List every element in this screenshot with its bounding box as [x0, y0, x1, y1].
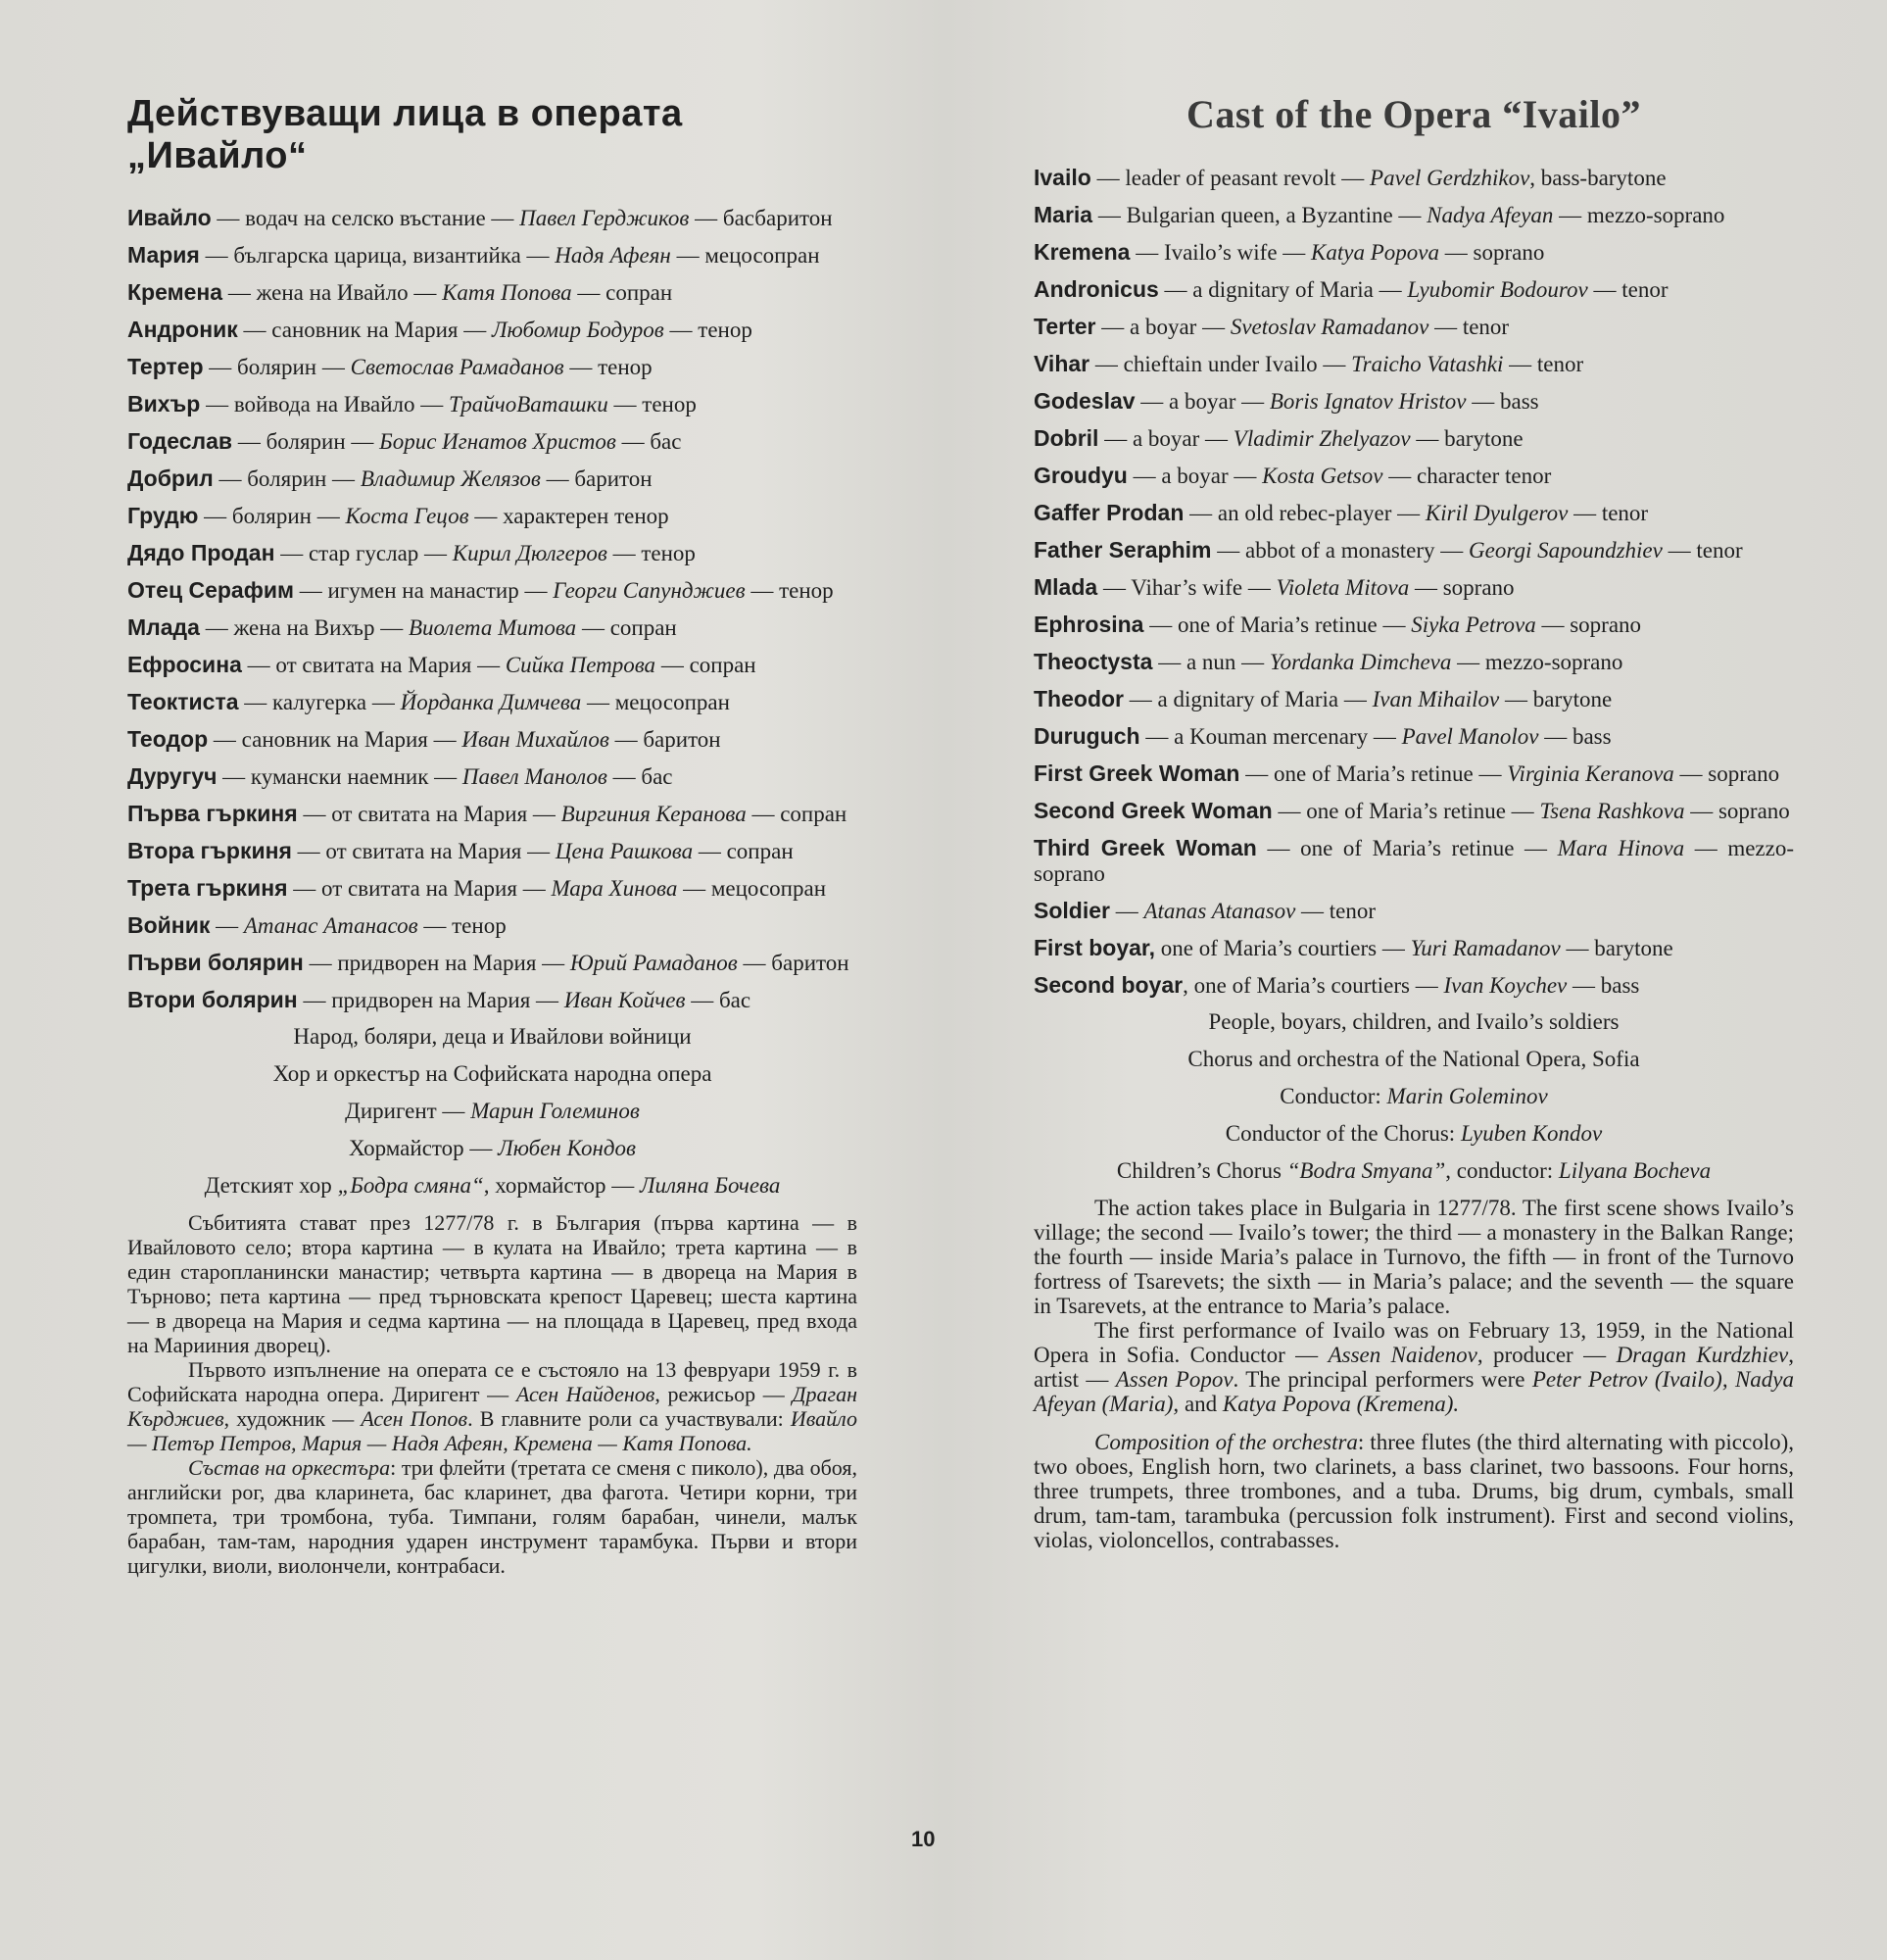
role-name: Ephrosina	[1034, 612, 1144, 637]
cast-entry	[1034, 537, 1794, 564]
voice-type: — mezzo-soprano	[1553, 203, 1725, 227]
role-description: — от свитата на Мария —	[297, 802, 561, 826]
conductor-name: Марин Големинов	[470, 1099, 640, 1123]
voice-type: — mezzo-soprano	[1451, 650, 1623, 674]
chorusmaster-name: Любен Кондов	[498, 1136, 637, 1160]
cast-entry	[1034, 649, 1794, 675]
english-orchestra-paragraph	[1034, 1430, 1794, 1552]
cast-entry	[1034, 388, 1794, 415]
singer-name: Svetoslav Ramadanov	[1230, 315, 1429, 339]
role-description: — a boyar —	[1098, 426, 1234, 451]
role-description: — Ivailo’s wife —	[1130, 240, 1312, 265]
singer-name: Иван Койчев	[563, 988, 686, 1012]
bulgarian-column	[127, 93, 857, 1578]
singer-name: Сийка Петрова	[505, 653, 656, 677]
role-name: Mlada	[1034, 574, 1098, 600]
voice-type: — баритон	[737, 951, 849, 975]
children-label: Детският хор	[204, 1173, 338, 1198]
role-description: — стар гуслар —	[274, 541, 453, 565]
singer-name: ТрайчоВаташки	[449, 392, 608, 416]
role-description: — калугерка —	[238, 690, 401, 714]
role-description: — one of Maria’s retinue —	[1256, 836, 1558, 860]
role-name: Ивайло	[127, 205, 212, 230]
role-name: Duruguch	[1034, 723, 1140, 749]
singer-name: Tsena Rashkova	[1539, 799, 1685, 823]
premiere-director: Dragan Kurdzhiev	[1616, 1343, 1789, 1367]
singer-name: Katya Popova	[1311, 240, 1439, 265]
role-description: — болярин —	[213, 466, 361, 491]
singer-name: Pavel Gerdzhikov	[1370, 166, 1530, 190]
voice-type: — bass	[1538, 724, 1612, 749]
role-description: —	[210, 913, 244, 938]
role-description: , one of Maria’s courtiers —	[1183, 973, 1444, 998]
role-name: Трета гъркиня	[127, 875, 288, 901]
cast-entry	[1034, 500, 1794, 526]
singer-name: Georgi Sapoundzhiev	[1469, 538, 1663, 563]
cast-entry	[1034, 972, 1794, 999]
role-name: Вихър	[127, 391, 201, 416]
cast-entry	[127, 801, 857, 827]
singer-name: Атанас Атанасов	[243, 913, 418, 938]
singer-name: Иван Михайлов	[461, 727, 609, 752]
english-chorusmaster-line	[1034, 1121, 1794, 1147]
children-master-name: Лиляна Бочева	[639, 1173, 781, 1198]
cast-entry	[127, 652, 857, 678]
role-description: — leader of peasant revolt —	[1090, 166, 1371, 190]
voice-type: — soprano	[1673, 761, 1780, 786]
singer-name: Siyka Petrova	[1411, 612, 1536, 637]
singer-name: Борис Игнатов Христов	[379, 429, 616, 454]
conductor-name: Marin Goleminov	[1386, 1084, 1548, 1108]
role-description: — chieftain under Ivailo —	[1089, 352, 1352, 376]
role-description: — one of Maria’s retinue —	[1143, 612, 1412, 637]
voice-type: — tenor	[1568, 501, 1649, 525]
role-description: — от свитата на Мария —	[287, 876, 552, 901]
premiere-roles: Peter Petrov (Ivailo), Nadya Afeyan (Maria),	[1034, 1367, 1794, 1416]
chorusmaster-label: Conductor of the Chorus:	[1225, 1121, 1461, 1146]
role-description: — водач на селско въстание —	[211, 206, 520, 230]
voice-type: — басбаритон	[689, 206, 833, 230]
voice-type: — тенор	[607, 392, 697, 416]
singer-name: Traicho Vatashki	[1351, 352, 1504, 376]
role-name: Млада	[127, 614, 200, 640]
english-column	[1034, 93, 1794, 1552]
cast-entry	[127, 540, 857, 566]
role-description: one of Maria’s courtiers —	[1154, 936, 1411, 960]
role-name: Soldier	[1034, 898, 1110, 923]
role-description: — жена на Ивайло —	[222, 280, 443, 305]
role-name: Groudyu	[1034, 463, 1128, 488]
role-name: Theoctysta	[1034, 649, 1153, 674]
chorusmaster-label: Хормайстор —	[348, 1136, 499, 1160]
role-name: Second Greek Woman	[1034, 798, 1273, 823]
role-name: Тертер	[127, 354, 204, 379]
premiere-artist: Асен Попов	[361, 1406, 468, 1431]
role-description: — сановник на Мария —	[237, 318, 492, 342]
role-description: — abbot of a monastery —	[1211, 538, 1470, 563]
voice-type: — soprano	[1535, 612, 1642, 637]
role-name: Кремена	[127, 279, 223, 305]
cast-entry	[127, 726, 857, 753]
orchestra-text: : three flutes (the third alternating with piccolo), two oboes, English horn, two clarinets, a bass clarinet, two bassoons. Four horns, three trumpets, three trombones, and a tuba. Drums, big drum, cymbals, small drum, tam-tam, tarambuka (percussion folk instrument). First and second violins, violas, violoncellos, contrabasses.	[1034, 1430, 1794, 1552]
singer-name: Yuri Ramadanov	[1410, 936, 1561, 960]
premiere-text-c: , artist —	[1034, 1343, 1794, 1392]
role-description: — one of Maria’s retinue —	[1239, 761, 1508, 786]
singer-name: Yordanka Dimcheva	[1269, 650, 1452, 674]
cast-entry	[1034, 835, 1794, 887]
singer-name: Boris Ignatov Hristov	[1269, 389, 1467, 414]
cast-entry	[1034, 760, 1794, 787]
voice-type: — barytone	[1560, 936, 1673, 960]
cast-entry	[1034, 202, 1794, 228]
singer-name: Virginia Keranova	[1507, 761, 1674, 786]
voice-type: — сопран	[576, 615, 677, 640]
role-description: — жена на Вихър —	[199, 615, 409, 640]
role-description: — a Kouman mercenary —	[1139, 724, 1402, 749]
voice-type: — tenor	[1428, 315, 1510, 339]
role-description: — българска царица, византийка —	[199, 243, 556, 268]
singer-name: Кирил Дюлгеров	[452, 541, 607, 565]
role-description: — придворен на Мария —	[297, 988, 564, 1012]
children-chorus-name: „Бодра смяна“	[337, 1173, 484, 1198]
role-name: Дядо Продан	[127, 540, 275, 565]
role-description: — болярин —	[232, 429, 380, 454]
english-cast-list	[1034, 165, 1794, 999]
singer-name: Владимир Желязов	[360, 466, 541, 491]
voice-type: — bass	[1567, 973, 1640, 998]
voice-type: — тенор	[663, 318, 752, 342]
english-action-paragraph: The action takes place in Bulgaria in 1277/78. The first scene shows Ivailo’s village; the second — Ivailo’s tower; the third — a monastery in the Balkan Range; the fourth — inside Maria’s palace in Turnovo, the fifth — in front of the Turnovo fortress of Tsarevets; the sixth — in Maria’s palace; and the seventh — the square in Tsarevets, at the entrance to Maria’s palace.	[1034, 1196, 1794, 1318]
voice-type: — баритон	[608, 727, 721, 752]
voice-type: — бас	[606, 764, 673, 789]
voice-type: — tenor	[1503, 352, 1584, 376]
singer-name: Павел Герджиков	[519, 206, 690, 230]
role-name: Terter	[1034, 314, 1096, 339]
voice-type: — характерен тенор	[468, 504, 669, 528]
role-name: Andronicus	[1034, 276, 1159, 302]
children-label: Children’s Chorus	[1116, 1158, 1287, 1183]
voice-type: — тенор	[606, 541, 696, 565]
cast-entry	[127, 428, 857, 455]
cast-entry	[1034, 276, 1794, 303]
role-description: — a nun —	[1152, 650, 1270, 674]
role-name: Ivailo	[1034, 165, 1091, 190]
singer-name: Lyubomir Bodourov	[1407, 277, 1588, 302]
cast-entry	[127, 838, 857, 864]
cast-entry	[127, 354, 857, 380]
voice-type: — сопран	[571, 280, 673, 305]
premiere-conductor: Assen Naidenov	[1328, 1343, 1477, 1367]
singer-name: Надя Афеян	[555, 243, 671, 268]
role-name: Годеслав	[127, 428, 233, 454]
voice-type: — tenor	[1662, 538, 1743, 563]
bulgarian-cast-list	[127, 205, 857, 1013]
cast-entry	[1034, 574, 1794, 601]
role-name: Dobril	[1034, 425, 1099, 451]
cast-entry	[127, 503, 857, 529]
voice-type: — bass	[1466, 389, 1539, 414]
premiere-text-e: and	[1179, 1392, 1223, 1416]
voice-type: — мецосопран	[581, 690, 730, 714]
singer-name: Виолета Митова	[408, 615, 577, 640]
role-name: Gaffer Prodan	[1034, 500, 1185, 525]
singer-name: Violeta Mitova	[1276, 575, 1410, 600]
singer-name: Kiril Dyulgerov	[1425, 501, 1569, 525]
cast-entry	[127, 205, 857, 231]
role-name: Second boyar	[1034, 972, 1184, 998]
singer-name: Ivan Koychev	[1443, 973, 1568, 998]
singer-name: Катя Попова	[442, 280, 572, 305]
premiere-text-b: , producer —	[1476, 1343, 1617, 1367]
cast-entry	[1034, 686, 1794, 712]
premiere-artist: Assen Popov	[1115, 1367, 1234, 1392]
role-description: — a dignitary of Maria —	[1158, 277, 1408, 302]
orchestra-text: : три флейти (третата се сменя с пиколо), два обоя, английски рог, два кларинета, бас кларинет, два фагота. Четири корни, три тромпета, три тромбона, туба. Тимпани, голям барабан, чинели, малък барабан, там-там, народния ударен инструмент тарамбука. Първи и втори цигулки, виоли, виолончели, контрабаси.	[127, 1455, 857, 1578]
voice-type: — сопран	[693, 839, 794, 863]
role-name: Първа гъркиня	[127, 801, 298, 826]
voice-type: — soprano	[1439, 240, 1545, 265]
role-name: First Greek Woman	[1034, 760, 1240, 786]
cast-entry	[127, 875, 857, 902]
voice-type: — soprano	[1409, 575, 1515, 600]
voice-type: — barytone	[1410, 426, 1524, 451]
role-description: — a dignitary of Maria —	[1124, 687, 1373, 711]
bulgarian-action-paragraph: Събитията стават през 1277/78 г. в България (първа картина — в Ивайловото село; втора картина — в кулата на Ивайло; трета картина — в един старопланински манастир; четвърта картина — в двореца на Мария в Търново; пета картина — пред търновската крепост Царевец; шеста картина — в двореца на Мария и седма картина — на площада в Царевец, пред входа на Марииния дворец).	[127, 1210, 857, 1357]
cast-entry	[1034, 612, 1794, 638]
children-mid: , хормайстор —	[483, 1173, 640, 1198]
bulgarian-chorus-line: Хор и оркестър на Софийската народна опера	[272, 1061, 712, 1086]
cast-entry	[127, 391, 857, 417]
singer-name: Любомир Бодуров	[491, 318, 664, 342]
cast-entry	[1034, 463, 1794, 489]
role-description: — сановник на Мария —	[208, 727, 462, 752]
singer-name: Kosta Getsov	[1262, 464, 1383, 488]
role-name: Теодор	[127, 726, 209, 752]
english-cast-title: Cast of the Opera “Ivailo”	[1185, 92, 1642, 136]
singer-name: Мара Хинова	[551, 876, 678, 901]
voice-type: — бас	[685, 988, 751, 1012]
voice-type: — бас	[615, 429, 682, 454]
cast-entry	[1034, 425, 1794, 452]
cast-entry	[127, 912, 857, 939]
voice-type: — тенор	[563, 355, 653, 379]
role-description: — a boyar —	[1095, 315, 1231, 339]
voice-type: — barytone	[1499, 687, 1613, 711]
english-children-chorus-line	[1034, 1158, 1794, 1184]
orchestra-label: Composition of the orchestra	[1094, 1430, 1358, 1454]
singer-name: Atanas Atanasov	[1143, 899, 1296, 923]
cast-entry	[127, 577, 857, 604]
page-number: 10	[911, 1827, 936, 1851]
bulgarian-orchestra-paragraph	[127, 1455, 857, 1578]
cast-entry	[1034, 898, 1794, 924]
role-description: — придворен на Мария —	[303, 951, 570, 975]
bulgarian-cast-title: Действуващи лица в операта „Ивайло“	[127, 93, 683, 176]
orchestra-label: Състав на оркестъра	[188, 1455, 391, 1480]
role-description: — a boyar —	[1135, 389, 1270, 414]
cast-entry	[1034, 935, 1794, 961]
bulgarian-chorusmaster-line	[127, 1136, 857, 1161]
cast-entry	[127, 950, 857, 976]
role-name: Мария	[127, 242, 200, 268]
role-name: Theodor	[1034, 686, 1124, 711]
voice-type: — мецосопран	[677, 876, 827, 901]
role-name: First boyar,	[1034, 935, 1155, 960]
cast-entry	[127, 279, 857, 306]
premiere-text-a: Първото изпълнение на операта се е състояло на 13 февруари 1959 г. в Софийската народна опера. Диригент —	[127, 1357, 857, 1406]
premiere-conductor: Асен Найденов	[515, 1382, 655, 1406]
singer-name: Nadya Afeyan	[1427, 203, 1554, 227]
children-chorus-name: “Bodra Smyana”	[1286, 1158, 1446, 1183]
premiere-roles: Ивайло — Петър Петров, Мария — Надя Афеян, Кремена — Катя Попова.	[127, 1406, 857, 1455]
role-name: Добрил	[127, 466, 214, 491]
singer-name: Йорданка Димчева	[400, 690, 582, 714]
voice-type: — сопран	[655, 653, 756, 677]
voice-type: — сопран	[746, 802, 847, 826]
role-name: Maria	[1034, 202, 1093, 227]
premiere-text-c: , художник —	[223, 1406, 362, 1431]
voice-type: — tenor	[1295, 899, 1377, 923]
role-name: Ефросина	[127, 652, 242, 677]
voice-type: — tenor	[1587, 277, 1669, 302]
role-description: — болярин —	[203, 355, 351, 379]
role-description: — one of Maria’s retinue —	[1272, 799, 1540, 823]
role-description: — болярин —	[198, 504, 346, 528]
role-description: — Bulgarian queen, a Byzantine —	[1092, 203, 1427, 227]
cast-entry	[1034, 798, 1794, 824]
role-name: Отец Серафим	[127, 577, 294, 603]
role-name: Войник	[127, 912, 211, 938]
voice-type: — тенор	[745, 578, 834, 603]
role-name: Втори болярин	[127, 987, 298, 1012]
premiere-text-d: . В главните роли са участвували:	[467, 1406, 791, 1431]
singer-name: Pavel Manolov	[1401, 724, 1539, 749]
cast-entry	[1034, 165, 1794, 191]
cast-entry	[1034, 314, 1794, 340]
premiere-text-a: The first performance of Ivailo was on February 13, 1959, in the National Opera in Sofia. Conductor —	[1034, 1318, 1794, 1367]
conductor-label: Conductor:	[1280, 1084, 1387, 1108]
english-premiere-paragraph	[1034, 1318, 1794, 1416]
singer-name: Светослав Рамаданов	[350, 355, 564, 379]
cast-entry	[127, 987, 857, 1013]
cast-entry	[127, 763, 857, 790]
children-master-name: Lilyana Bocheva	[1558, 1158, 1712, 1183]
role-name: Дуругуч	[127, 763, 218, 789]
premiere-director: Драган Кърджиев	[127, 1382, 857, 1431]
singer-name: Юрий Рамаданов	[569, 951, 738, 975]
role-description: — игумен на манастир —	[294, 578, 554, 603]
chorusmaster-name: Lyuben Kondov	[1460, 1121, 1603, 1146]
role-name: Андроник	[127, 317, 238, 342]
premiere-last-role: Katya Popova (Kremena).	[1222, 1392, 1460, 1416]
voice-type: — тенор	[417, 913, 507, 938]
cast-entry	[127, 466, 857, 492]
role-name: Third Greek Woman	[1034, 835, 1257, 860]
singer-name: Цена Рашкова	[555, 839, 694, 863]
voice-type: — mezzo-soprano	[1034, 836, 1794, 886]
premiere-text-b: , режисьор —	[654, 1382, 793, 1406]
cast-entry	[1034, 723, 1794, 750]
english-people-line: People, boyars, children, and Ivailo’s soldiers	[1208, 1009, 1620, 1034]
cast-entry	[127, 689, 857, 715]
cast-entry	[127, 614, 857, 641]
role-name: Първи болярин	[127, 950, 304, 975]
premiere-text-d: . The principal performers were	[1233, 1367, 1532, 1392]
role-name: Godeslav	[1034, 388, 1136, 414]
role-description: — кумански наемник —	[217, 764, 462, 789]
role-description: — an old rebec-player —	[1184, 501, 1426, 525]
singer-name: Vladimir Zhelyazov	[1233, 426, 1411, 451]
cast-entry	[127, 317, 857, 343]
role-name: Теоктиста	[127, 689, 239, 714]
singer-name: Виргиния Керанова	[560, 802, 747, 826]
singer-name: Коста Гецов	[345, 504, 469, 528]
english-chorus-line: Chorus and orchestra of the National Opera, Sofia	[1187, 1047, 1640, 1071]
voice-type: — баритон	[540, 466, 653, 491]
role-name: Kremena	[1034, 239, 1131, 265]
role-name: Vihar	[1034, 351, 1090, 376]
children-mid: , conductor:	[1445, 1158, 1559, 1183]
role-description: — a boyar —	[1127, 464, 1263, 488]
voice-type: — мецосопран	[670, 243, 820, 268]
role-description: — от свитата на Мария —	[291, 839, 556, 863]
role-description: — от свитата на Мария —	[241, 653, 506, 677]
cast-entry	[1034, 351, 1794, 377]
english-conductor-line	[1034, 1084, 1794, 1109]
role-name: Втора гъркиня	[127, 838, 292, 863]
voice-type: — soprano	[1684, 799, 1790, 823]
cast-entry	[127, 242, 857, 269]
bulgarian-conductor-line	[127, 1099, 857, 1124]
voice-type: — character tenor	[1382, 464, 1552, 488]
singer-name: Павел Манолов	[461, 764, 607, 789]
role-description: — войвода на Ивайло —	[200, 392, 449, 416]
voice-type: , bass-barytone	[1529, 166, 1667, 190]
role-name: Грудю	[127, 503, 199, 528]
singer-name: Георги Сапунджиев	[553, 578, 746, 603]
singer-name: Ivan Mihailov	[1372, 687, 1500, 711]
role-description: —	[1109, 899, 1144, 923]
bulgarian-premiere-paragraph	[127, 1357, 857, 1455]
conductor-label: Диригент —	[345, 1099, 471, 1123]
role-name: Father Seraphim	[1034, 537, 1212, 563]
role-description: — Vihar’s wife —	[1097, 575, 1277, 600]
bulgarian-children-chorus-line	[127, 1173, 857, 1199]
singer-name: Mara Hinova	[1557, 836, 1685, 860]
cast-entry	[1034, 239, 1794, 266]
bulgarian-people-line: Народ, боляри, деца и Ивайлови войници	[293, 1024, 692, 1049]
